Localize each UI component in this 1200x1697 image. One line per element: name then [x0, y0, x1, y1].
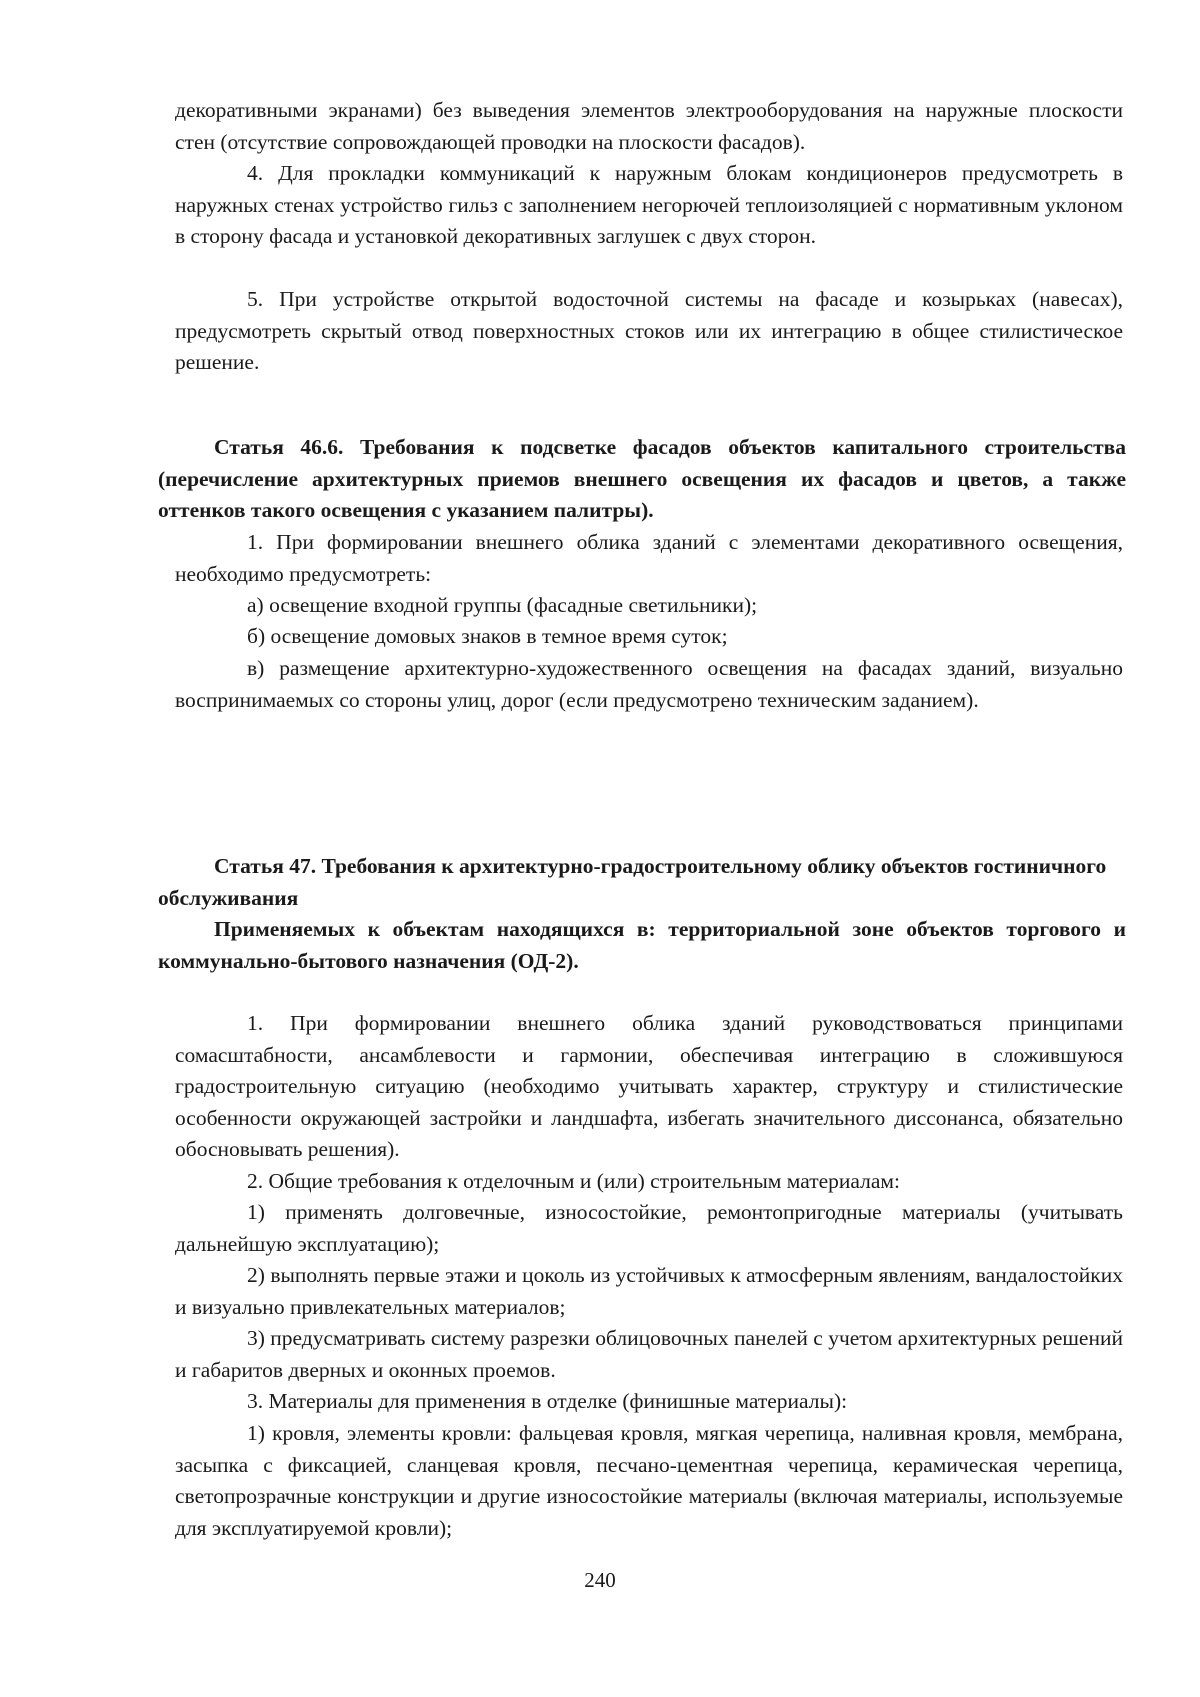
- paragraph-continuation: декоративными экранами) без выведения элементов электрооборудования на наружные плоскости стен (отсутствие сопровождающей проводки на плоскости фасадов).: [175, 98, 1123, 154]
- page-number: 240: [584, 1568, 616, 1592]
- article-47-item-2-1: 1) применять долговечные, износостойкие, ремонтопригодные материалы (учитывать дальнейшую эксплуатацию);: [175, 1200, 1123, 1256]
- article-47-item-2: 2. Общие требования к отделочным и (или) строительным материалам:: [247, 1169, 900, 1193]
- article-46-6-item-1: 1. При формировании внешнего облика зданий с элементами декоративного освещения, необходимо предусмотреть:: [175, 530, 1123, 586]
- article-47-item-2-3: 3) предусматривать систему разрезки облицовочных панелей с учетом архитектурных решений и габаритов дверных и оконных проемов.: [175, 1326, 1123, 1382]
- article-46-6-sub-b: б) освещение домовых знаков в темное время суток;: [247, 624, 728, 648]
- paragraph-item-4: 4. Для прокладки коммуникаций к наружным блокам кондиционеров предусмотреть в наружных стенах устройство гильз с заполнением негорючей теплоизоляцией с нормативным уклоном в сторону фасада и установкой декоративных заглушек с двух сторон.: [175, 161, 1123, 248]
- article-46-6-sub-a: а) освещение входной группы (фасадные светильники);: [247, 593, 758, 617]
- article-47-item-1: 1. При формировании внешнего облика зданий руководствоваться принципами сомасштабности, ансамблевости и гармонии, обеспечивая интеграцию в сложившуюся градостроительную ситуацию (необходимо учитывать характер, структуру и стилистические особенности окружающей застройки и ландшафта, избегать значительного диссонанса, обязательно обосновывать решения).: [175, 1011, 1123, 1161]
- article-47-item-3-1: 1) кровля, элементы кровли: фальцевая кровля, мягкая черепица, наливная кровля, мембрана, засыпка с фиксацией, сланцевая кровля, песчано-цементная черепица, керамическая черепица, светопрозрачные конструкции и другие износостойкие материалы (включая материалы, используемые для эксплуатируемой кровли);: [175, 1421, 1123, 1540]
- article-46-6-sub-v: в) размещение архитектурно-художественного освещения на фасадах зданий, визуально воспринимаемых со стороны улиц, дорог (если предусмотрено техническим заданием).: [175, 656, 1123, 712]
- article-47-item-3: 3. Материалы для применения в отделке (финишные материалы):: [247, 1389, 848, 1413]
- article-46-6-heading: Статья 46.6. Требования к подсветке фасадов объектов капитального строительства (перечисление архитектурных приемов внешнего освещения их фасадов и цветов, а также оттенков такого освещения с указанием палитры).: [158, 435, 1126, 522]
- article-47-heading: Статья 47. Требования к архитектурно-градостроительному облику объектов гостиничного обслуживания: [158, 854, 1107, 910]
- paragraph-item-5: 5. При устройстве открытой водосточной системы на фасаде и козырьках (навесах), предусмотреть скрытый отвод поверхностных стоков или их интеграцию в общее стилистическое решение.: [175, 287, 1123, 374]
- article-47-subheading: Применяемых к объектам находящихся в: территориальной зоне объектов торгового и коммунально-бытового назначения (ОД-2).: [158, 917, 1126, 973]
- article-47-item-2-2: 2) выполнять первые этажи и цоколь из устойчивых к атмосферным явлениям, вандалостойких и визуально привлекательных материалов;: [175, 1263, 1123, 1319]
